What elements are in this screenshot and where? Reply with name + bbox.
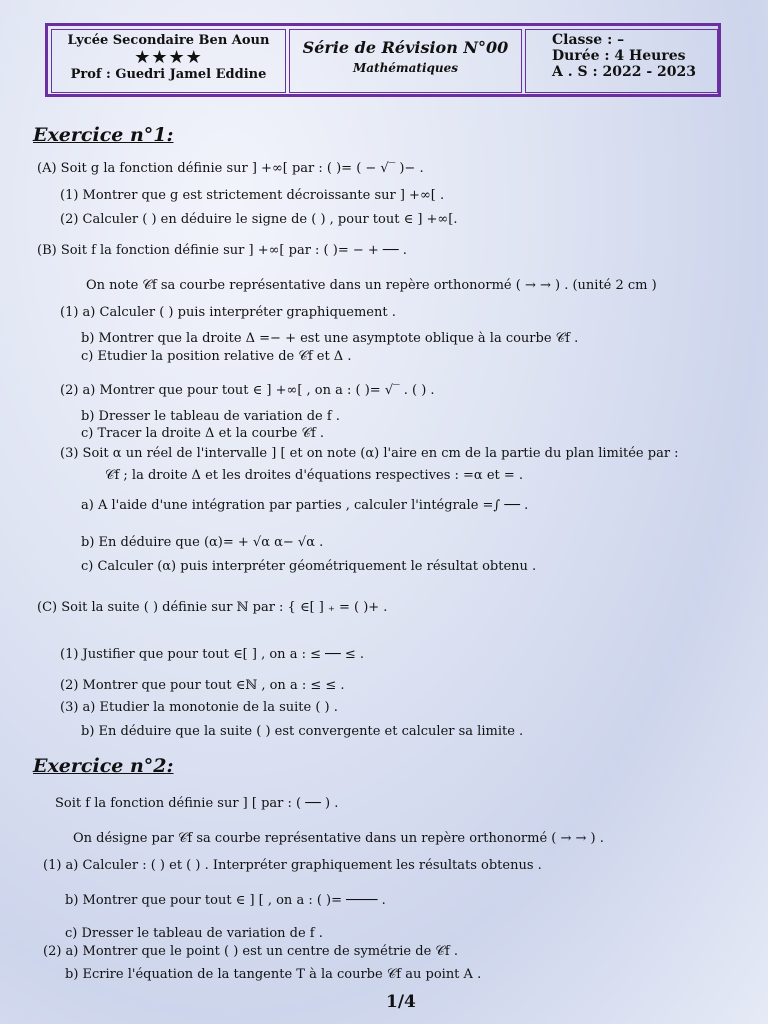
exercise-1-title: Exercice n°1: (33, 124, 174, 146)
ex2-line: Soit f la fonction définie sur ] [ par : ( ── ) . (55, 796, 339, 811)
ex1-line: (C) Soit la suite ( ) définie sur ℕ par : { ∈[ ] ₊ = ( )+ . (37, 600, 388, 615)
school-name: Lycée Secondaire Ben Aoun (67, 33, 270, 48)
ex2-line: b) Montrer que pour tout ∈ ] [ , on a : ( )= ──── . (65, 893, 386, 908)
ex2-line: (1) a) Calculer : ( ) et ( ) . Interpréter graphiquement les résultats obtenus . (43, 858, 542, 873)
ex1-line: On note 𝒞f sa courbe représentative dans un repère orthonormé ( → → ) . (unité 2 cm ) (86, 278, 657, 293)
annee: A . S : 2022 - 2023 (552, 64, 696, 80)
ex1-line: c) Tracer la droite Δ et la courbe 𝒞f . (81, 426, 325, 441)
ex2-line: On désigne par 𝒞f sa courbe représentative dans un repère orthonormé ( → → ) . (73, 831, 604, 846)
ex1-line: c) Etudier la position relative de 𝒞f et Δ . (81, 349, 352, 364)
series-cell (289, 29, 522, 93)
ex1-line: c) Calculer (α) puis interpréter géométriquement le résultat obtenu . (81, 559, 537, 574)
classe: Classe : – (552, 32, 625, 48)
ex1-line: (1) a) Calculer ( ) puis interpréter graphiquement . (60, 305, 396, 320)
ex1-line: (2) Calculer ( ) en déduire le signe de ( ) , pour tout ∈ ] +∞[. (60, 212, 458, 227)
page-number: 1/4 (386, 992, 416, 1012)
ex2-line: (2) a) Montrer que le point ( ) est un centre de symétrie de 𝒞f . (43, 944, 458, 959)
prof-name: Prof : Guedri Jamel Eddine (70, 67, 267, 82)
duree: Durée : 4 Heures (552, 48, 686, 64)
series-title: Série de Révision N°00 (302, 38, 509, 57)
ex1-line: (1) Montrer que g est strictement décroissante sur ] +∞[ . (60, 188, 445, 203)
ex1-line: (3) Soit α un réel de l'intervalle ] [ et on note (α) l'aire en cm de la partie du plan limitée par : (60, 446, 679, 461)
ex1-line: b) En déduire que la suite ( ) est convergente et calculer sa limite . (81, 724, 524, 739)
ex2-line: c) Dresser le tableau de variation de f . (65, 926, 323, 941)
ex1-line: 𝒞f ; la droite Δ et les droites d'équations respectives : =α et = . (105, 468, 524, 483)
ex1-line: b) Montrer que la droite Δ =− + est une asymptote oblique à la courbe 𝒞f . (81, 331, 579, 346)
subject: Mathématiques (352, 61, 459, 75)
exercise-2-title: Exercice n°2: (33, 755, 174, 777)
info-cell (525, 29, 718, 93)
ex1-line: (2) a) Montrer que pour tout ∈ ] +∞[ , on a : ( )= √‾ . ( ) . (60, 383, 435, 398)
ex1-line: a) A l'aide d'une intégration par parties , calculer l'intégrale =∫ ── . (81, 498, 529, 513)
ex1-line: (1) Justifier que pour tout ∈[ ] , on a : ≤ ── ≤ . (60, 647, 365, 662)
ex1-line: (2) Montrer que pour tout ∈ℕ , on a : ≤ ≤ . (60, 678, 345, 693)
stars: ★★★★ (134, 47, 203, 68)
header-box (45, 23, 721, 97)
ex1-line: (B) Soit f la fonction définie sur ] +∞[ par : ( )= − + ── . (37, 243, 407, 258)
school-cell (51, 29, 286, 93)
ex1-line: (3) a) Etudier la monotonie de la suite ( ) . (60, 700, 338, 715)
ex1-line: b) Dresser le tableau de variation de f . (81, 409, 340, 424)
ex2-line: b) Ecrire l'équation de la tangente T à la courbe 𝒞f au point A . (65, 967, 482, 982)
ex1-line: (A) Soit g la fonction définie sur ] +∞[ par : ( )= ( − √‾ )− . (37, 161, 424, 176)
ex1-line: b) En déduire que (α)= + √α α− √α . (81, 535, 324, 550)
